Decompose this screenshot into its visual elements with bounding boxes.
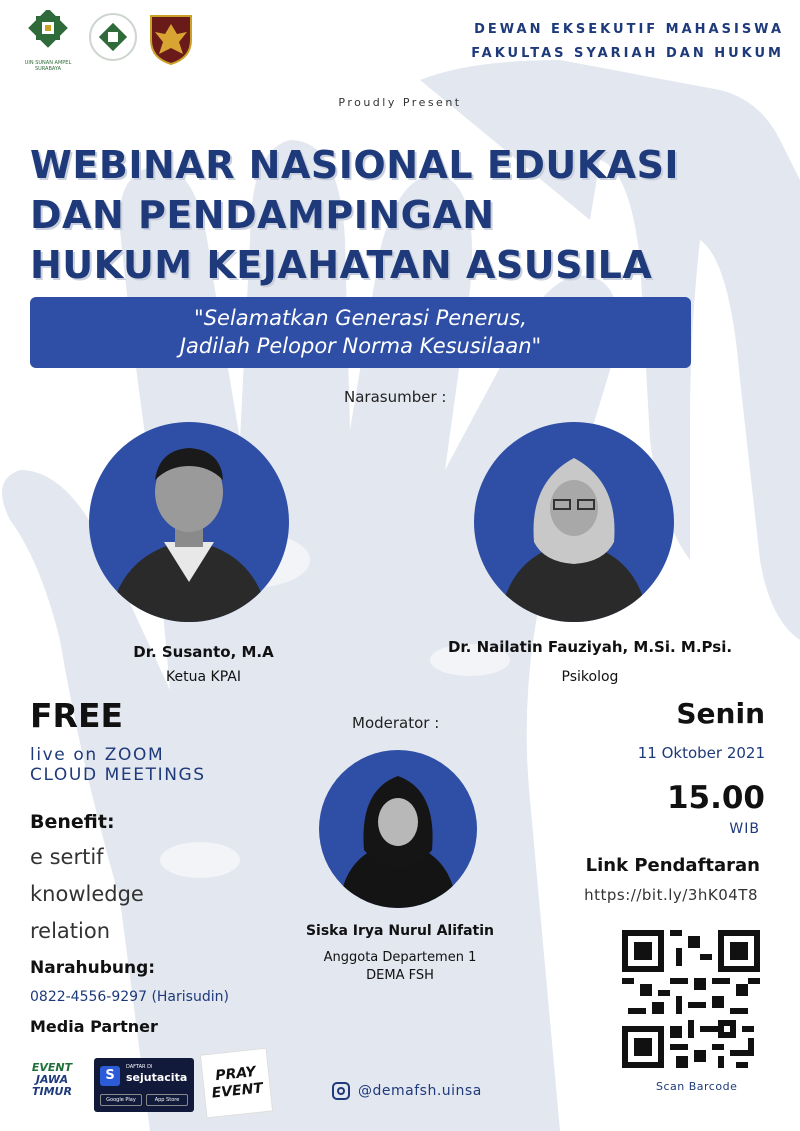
benefit-title: Benefit: [30,811,115,833]
sejutacita-name: sejutacita [126,1071,188,1084]
free-label: FREE [30,696,124,735]
registration-link[interactable]: https://bit.ly/3hK04T8 [584,886,758,904]
pray-event-logo [200,1048,273,1119]
scan-barcode-label: Scan Barcode [656,1080,738,1093]
moderator-role-1: Anggota Departemen 1 [323,950,477,965]
event-day: Senin [676,697,765,730]
live-line-1: live on ZOOM [30,745,165,765]
speaker-2-role: Psikolog [561,669,619,685]
proudly-present: Proudly Present [338,96,462,109]
sejutacita-icon: S [100,1066,120,1086]
instagram-icon [332,1082,350,1100]
benefit-item: relation [30,919,111,943]
uinsa-logo [20,10,76,72]
live-on-zoom [30,745,206,785]
speaker-1-role: Ketua KPAI [166,669,241,685]
moderator-name: Siska Irya Nurul Alifatin [305,923,495,939]
google-play-badge: Google Play [100,1094,142,1106]
dema-fsh-logo [88,12,138,62]
tagline-line-1: "Selamatkan Generasi Penerus, [194,306,527,330]
sejutacita-small: DAFTAR DI [126,1064,153,1070]
uinsa-caption: UIN SUNAN AMPEL SURABAYA [24,60,72,72]
registration-link-title: Link Pendaftaran [585,855,760,876]
sejutacita-logo [94,1058,194,1112]
instagram-text: @demafsh.uinsa [358,1083,482,1099]
speaker-1-photo [89,422,289,622]
moderator-photo [319,750,477,908]
pray-line: PRAY [214,1063,257,1085]
organizer-line-2: FAKULTAS SYARIAH DAN HUKUM [471,46,784,61]
garuda-crest-logo [147,12,195,66]
media-partner-title: Media Partner [30,1017,158,1036]
ejt-line-3: TIMUR [32,1085,72,1098]
title-line-1: WEBINAR NASIONAL EDUKASI [30,143,680,187]
event-date: 11 Oktober 2021 [637,744,765,762]
moderator-role-2: DEMA FSH [366,968,434,983]
tagline-line-2: Jadilah Pelopor Norma Kesusilaan" [179,334,542,358]
qr-code[interactable] [622,930,760,1068]
tagline-box [30,297,691,368]
contact-title: Narahubung: [30,958,156,978]
event-timezone: WIB [729,821,760,837]
title-line-3: HUKUM KEJAHATAN ASUSILA [30,243,653,287]
app-store-badge: App Store [146,1094,188,1106]
organizer-line-1: DEWAN EKSEKUTIF MAHASISWA [474,22,784,37]
event-jawa-timur-logo [28,1062,76,1108]
ejt-line-2: JAWA [35,1073,69,1086]
speaker-2-photo [474,422,674,622]
benefit-item: knowledge [30,882,144,906]
event-title [30,140,750,290]
ejt-line-1: EVENT [31,1061,73,1074]
speaker-1-name: Dr. Susanto, M.A [133,643,274,661]
live-line-2: CLOUD MEETINGS [30,765,206,785]
event-time: 15.00 [666,780,765,816]
title-line-2: DAN PENDAMPINGAN [30,193,495,237]
event-line: EVENT [211,1080,264,1102]
contact-value[interactable]: 0822-4556-9297 (Harisudin) [30,989,229,1005]
instagram-handle[interactable] [332,1082,482,1100]
speakers-label: Narasumber : [344,388,447,406]
speaker-2-name: Dr. Nailatin Fauziyah, M.Si. M.Psi. [447,638,733,656]
benefit-item: e sertif [30,845,104,869]
moderator-label: Moderator : [352,714,440,732]
